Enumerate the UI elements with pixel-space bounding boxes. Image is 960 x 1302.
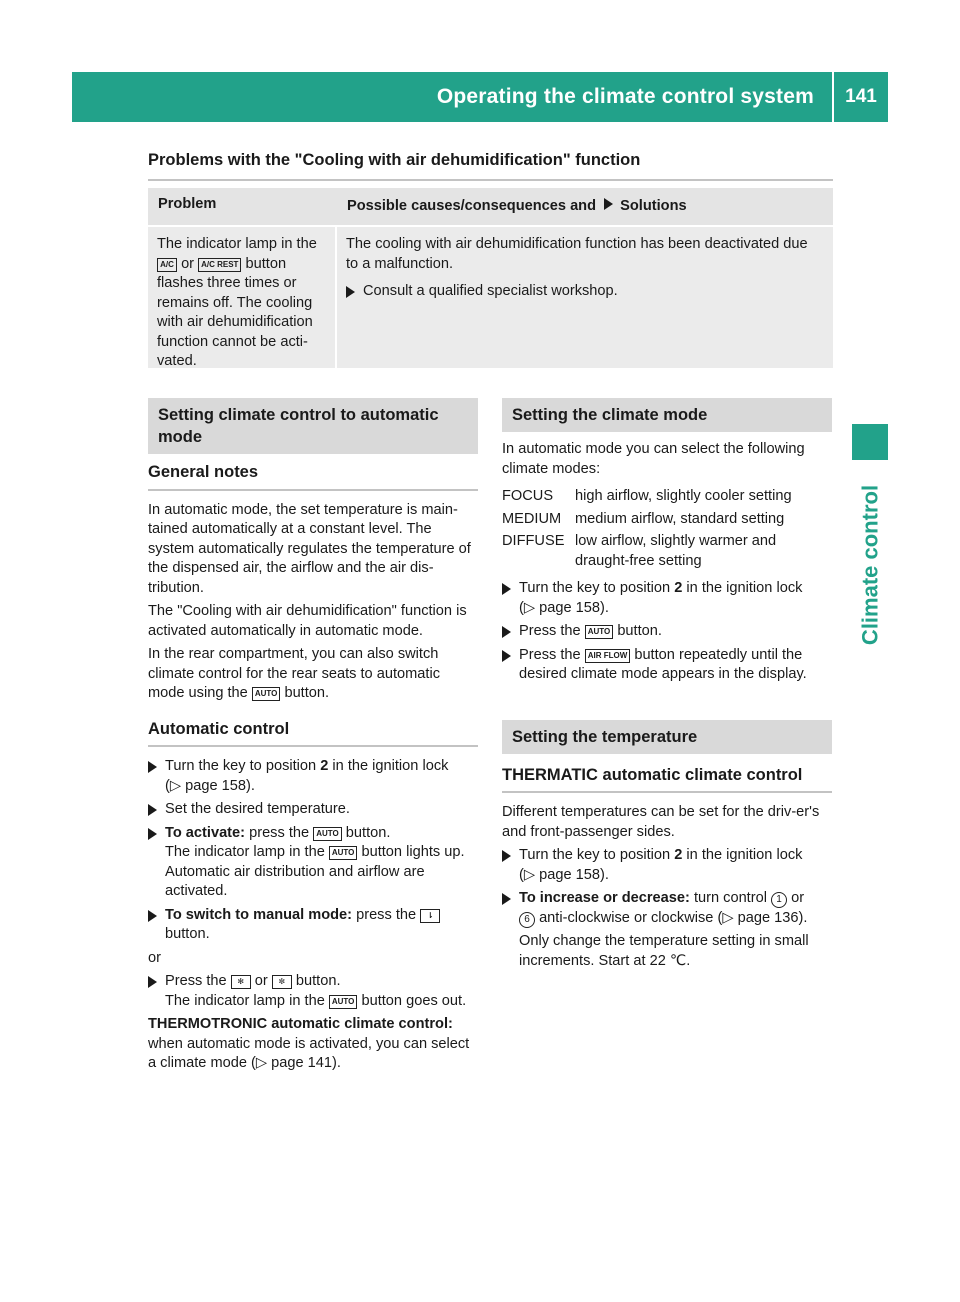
step-bold: To increase or decrease: — [519, 890, 690, 906]
chapter-tab-label: Climate control — [857, 484, 883, 646]
step-text: button goes out. — [361, 992, 467, 1009]
divider — [148, 179, 833, 181]
arrow-icon — [148, 804, 157, 816]
step-text: or — [791, 890, 805, 906]
instruction-step — [148, 757, 478, 796]
arrow-icon — [502, 583, 511, 595]
paragraph-text: In the rear compartment, you can also switch climate control for the rear seats to automatic mode using the — [148, 646, 441, 701]
step-text: Turn the key to position — [519, 580, 671, 596]
step-text: Press the — [519, 623, 581, 639]
mode-description: low airflow, slightly warmer and draught-free setting — [575, 533, 777, 569]
ac-button-icon: A/C — [157, 258, 177, 272]
column-header-problem: Problem — [158, 196, 217, 212]
arrow-icon — [502, 626, 511, 638]
step-bold: To switch to manual mode: — [165, 906, 353, 923]
step-bold: 2 — [674, 580, 683, 596]
table-row — [148, 227, 833, 368]
step-text: anti-clockwise or clockwise (▷ page 136). — [539, 909, 808, 926]
paragraph: The "Cooling with air dehumidification" function is activated automatically in automatic mode. — [148, 603, 467, 639]
arrow-icon — [148, 910, 157, 922]
page-number: 141 — [845, 86, 877, 107]
arrow-icon — [148, 761, 157, 773]
problem-line: The indicator lamp in the — [157, 236, 317, 252]
step-text: button. — [617, 623, 662, 639]
mode-row — [502, 510, 832, 530]
problem-line: flashes three times or — [157, 275, 297, 291]
air-flow-button-icon: AIR FLOW — [585, 649, 631, 663]
arrow-icon — [346, 286, 355, 298]
left-column — [148, 398, 478, 1078]
column-header-solutions-text: Possible causes/consequences and — [347, 198, 597, 214]
divider — [148, 489, 478, 491]
problem-button-word: button — [245, 255, 287, 272]
control-6-marker: 6 — [519, 912, 535, 928]
step-continuation — [519, 909, 832, 929]
step-bold: 2 — [674, 847, 683, 863]
step-text: Turn the key to position — [519, 847, 671, 863]
step-text: Press the — [165, 973, 227, 989]
paragraph: In automatic mode, the set temperature is main-tained automatically at a constant level. The system automatically regulates the temperature of the dispensed air, the airflow and the air dis-tribution. — [148, 501, 471, 596]
paragraph: Different temperatures can be set for the driv-er's and front-passenger sides. — [502, 804, 820, 840]
arrow-icon — [502, 893, 511, 905]
section-heading-climate-mode: Setting the climate mode — [502, 398, 832, 432]
problems-table — [148, 188, 833, 368]
step-text: in the ignition lock — [332, 758, 449, 774]
page-reference: (▷ page 158). — [165, 777, 255, 794]
instruction-step — [502, 846, 832, 885]
problem-or: or — [181, 255, 195, 272]
thermatic-heading: THERMATIC automatic climate control — [502, 765, 803, 784]
step-text: press the — [249, 824, 310, 841]
instruction-step — [502, 889, 832, 971]
page-reference: (▷ page 158). — [519, 866, 609, 883]
page-header — [72, 72, 888, 122]
step-text: button lights up. Automatic air distribution and airflow are activated. — [165, 844, 465, 899]
step-result — [165, 992, 478, 1012]
mode-name: FOCUS — [502, 488, 554, 504]
divider — [502, 791, 832, 793]
instruction-step — [502, 646, 832, 685]
auto-button-icon: AUTO — [585, 625, 614, 639]
instruction-step — [502, 579, 832, 618]
section-heading-automatic — [148, 398, 478, 454]
chapter-tab — [852, 470, 888, 660]
problem-cell — [148, 227, 337, 368]
section-heading-temperature: Setting the temperature — [502, 720, 832, 754]
step-bold: 2 — [320, 758, 329, 774]
chapter-tab-marker — [852, 424, 888, 460]
manual-airflow-button-icon: ⇂ — [420, 909, 440, 923]
instruction-step — [502, 622, 832, 642]
step-note: Only change the temperature setting in small increments. Start at 22 ℃. — [519, 933, 809, 969]
mode-description: high airflow, slightly cooler setting — [575, 488, 792, 504]
step-text: button repeatedly until the desired climate mode appears in the display. — [519, 646, 807, 682]
auto-button-icon: AUTO — [329, 995, 358, 1009]
automatic-control-heading: Automatic control — [148, 719, 290, 738]
step-text: or — [254, 973, 268, 989]
step-text: button. — [165, 926, 210, 942]
or-text: or — [148, 949, 161, 966]
step-text: button. — [295, 973, 341, 989]
right-column — [502, 398, 832, 975]
step-bold: To activate: — [165, 824, 246, 841]
problem-line: with air dehumidification — [157, 314, 313, 330]
column-header-solutions — [337, 188, 833, 225]
step-text: in the ignition lock — [686, 580, 803, 596]
table-header — [148, 188, 833, 225]
auto-button-icon: AUTO — [252, 687, 281, 701]
mode-row — [502, 532, 832, 571]
cause-text: The cooling with air dehumidification function has been deactivated due to a malfunction. — [346, 236, 808, 272]
mode-list — [502, 487, 832, 571]
thermotronic-note — [148, 1015, 478, 1074]
note-bold: THERMOTRONIC automatic climate control: — [148, 1016, 453, 1032]
instruction-step — [148, 824, 478, 902]
mode-name: DIFFUSE — [502, 533, 565, 549]
airflow-increase-button-icon: ✼ — [272, 975, 292, 989]
ac-rest-button-icon: A/C REST — [198, 258, 241, 272]
auto-button-icon: AUTO — [313, 827, 342, 841]
instruction-step — [148, 906, 478, 945]
paragraph: In automatic mode you can select the following climate modes: — [502, 441, 805, 477]
arrow-icon — [502, 850, 511, 862]
page-reference: (▷ page 158). — [519, 599, 609, 616]
solution-cell — [337, 227, 833, 368]
general-notes-heading: General notes — [148, 463, 259, 481]
problems-section-title: Problems with the "Cooling with air dehumidification" function — [148, 151, 641, 169]
instruction-step — [148, 972, 478, 1011]
step-text: The indicator lamp in the — [165, 844, 325, 860]
problems-section-title-block — [148, 151, 833, 181]
paragraph — [148, 645, 478, 704]
mode-row — [502, 487, 832, 507]
problem-line: remains off. The cooling — [157, 294, 313, 311]
step-text: Press the — [519, 646, 581, 663]
problem-line: function cannot be acti- — [157, 333, 308, 350]
solution-step — [346, 282, 823, 302]
mode-description: medium airflow, standard setting — [575, 510, 785, 527]
arrow-icon — [604, 198, 613, 210]
instruction-step — [148, 800, 478, 820]
step-text: Set the desired temperature. — [165, 801, 350, 817]
step-text: The indicator lamp in the — [165, 992, 325, 1009]
problem-line: vated. — [157, 353, 197, 369]
arrow-icon — [148, 828, 157, 840]
header-title: Operating the climate control system — [436, 85, 814, 108]
paragraph-text: button. — [284, 685, 330, 701]
column-header-solutions-text-2: Solutions — [620, 198, 687, 214]
step-text: turn control — [693, 890, 767, 906]
control-1-marker: 1 — [771, 892, 787, 908]
note-text: when automatic mode is activated, you can select a climate mode (▷ page 141). — [148, 1035, 470, 1071]
airflow-decrease-button-icon: ✻ — [231, 975, 251, 989]
step-text: press the — [356, 906, 417, 923]
arrow-icon — [502, 650, 511, 662]
divider — [148, 745, 478, 747]
section-heading-line: Setting climate control to automatic — [158, 406, 439, 424]
arrow-icon — [148, 976, 157, 988]
problem-line — [157, 255, 327, 275]
step-text: Turn the key to position — [165, 758, 317, 774]
auto-button-icon: AUTO — [329, 846, 358, 860]
step-result — [165, 843, 478, 902]
mode-name: MEDIUM — [502, 510, 562, 527]
solution-text: Consult a qualified specialist workshop. — [363, 283, 618, 299]
step-text: button. — [345, 824, 391, 841]
section-heading-line: mode — [158, 428, 203, 446]
step-text: in the ignition lock — [686, 847, 803, 863]
